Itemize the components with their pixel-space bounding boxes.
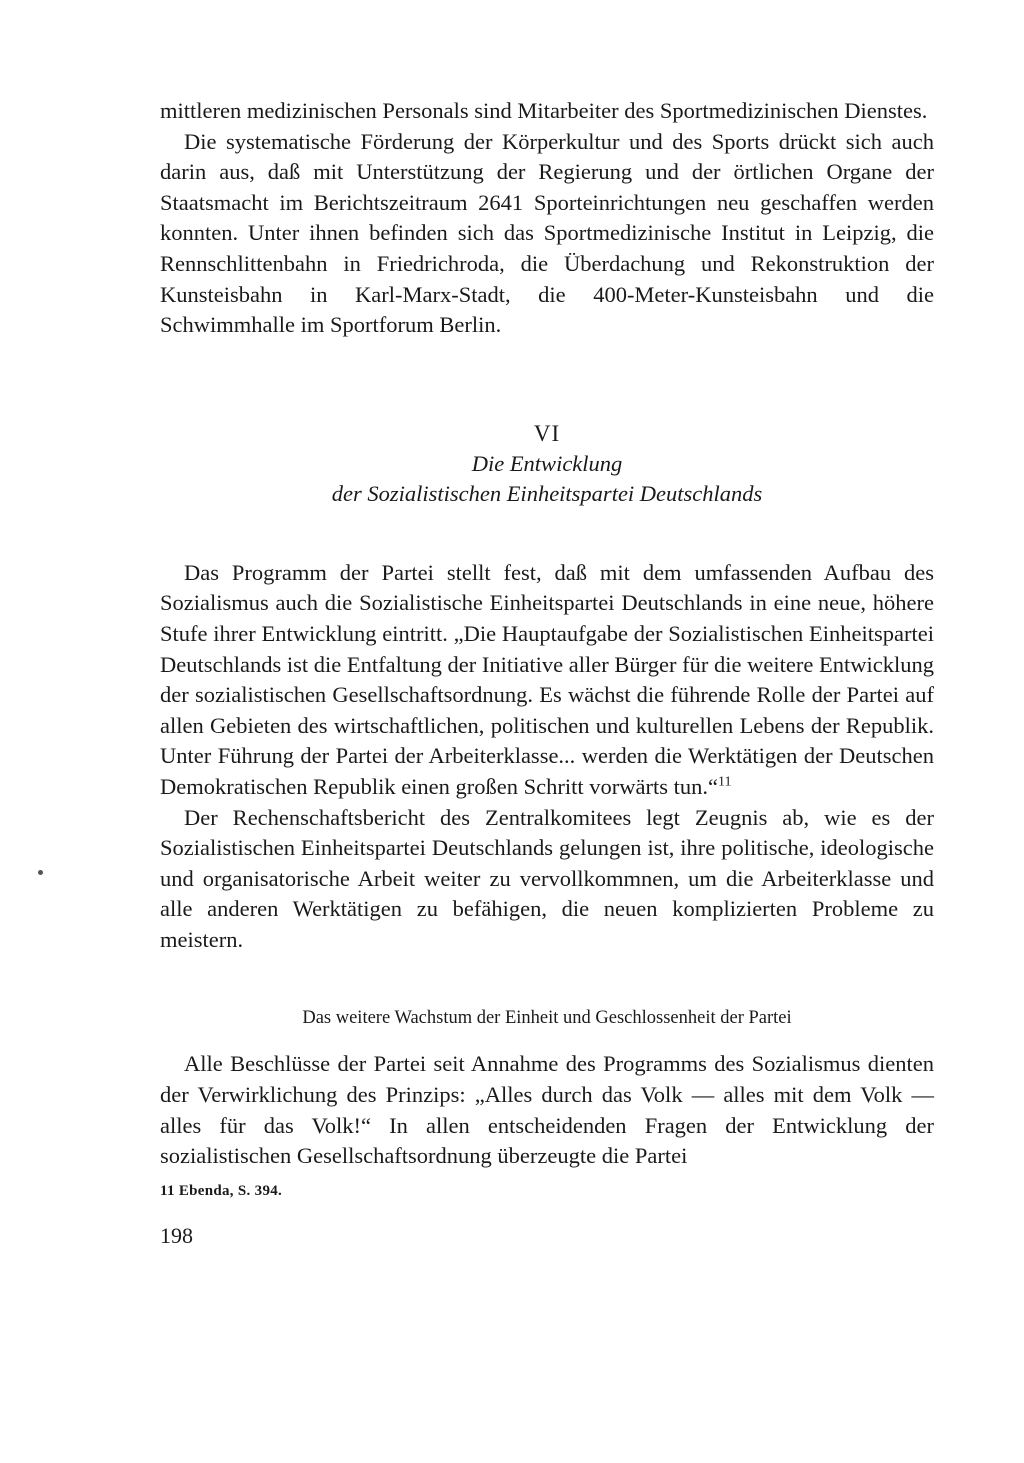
page-number: 198 (160, 1222, 193, 1248)
subheading: Das weitere Wachstum der Einheit und Geschlossenheit der Partei (302, 1008, 792, 1029)
footnote: 11 Ebenda, S. 394. (160, 1182, 283, 1199)
paragraph-party-program-text: Das Programm der Partei stellt fest, daß mit dem umfassenden Aufbau des Sozialismus auch die Sozialistische Einheitspartei Deutschlands in eine neue, höhere Stufe ihrer Entwicklung eintritt. „Die Hauptaufgabe der Sozialistischen Einheitspartei Deutschlands ist die Entfaltung der Initiative aller Bürger für die weitere Entwicklung der sozialistischen Gesellschaftsordnung. Es wächst die führende Rolle der Partei auf allen Gebieten des wirtschaftlichen, politischen und kulturellen Lebens der Republik. Unter Führung der Partei der Arbeiterklasse... werden die Werktätigen der Deutschen Demokratischen Republik einen großen Schritt vorwärts tun.“ (160, 559, 934, 799)
paragraph-resolutions: Alle Beschlüsse der Partei seit Annahme des Programms des Sozialismus dienten der Verwirklichung des Prinzips: „Alles durch das Volk — alles mit dem Volk — alles für das Volk!“ In allen entscheidenden Fragen der Entwicklung der sozialistischen Gesellschaftsordnung überzeugte die Partei (160, 1051, 934, 1169)
paragraph-report: Der Rechenschaftsbericht des Zentralkomitees legt Zeugnis ab, wie es der Sozialistischen Einheitspartei Deutschlands gelungen ist, ihre politische, ideologische und organisatorische Arbeit weiter zu vervollkommnen, um die Arbeiterklasse und alle anderen Werktätigen zu befähigen, die neuen komplizierten Probleme zu meistern. (160, 804, 934, 952)
section-number: VI (533, 420, 561, 446)
footnote-reference: 11 (718, 774, 732, 790)
section-title-line-1: Die Entwicklung (471, 450, 623, 476)
scan-speck (38, 870, 43, 875)
paragraph-sport-facilities: Die systematische Förderung der Körperkultur und des Sports drückt sich auch darin aus, daß mit Unterstützung der Regierung und der örtlichen Organe der Staatsmacht im Berichtszeitraum 2641 Sporteinrichtungen neu geschaffen werden konnten. Unter ihnen befinden sich das Sportmedizinische Institut in Leipzig, die Rennschlittenbahn in Friedrichroda, die Überdachung und Rekonstruktion der Kunsteisbahn in Karl-Marx-Stadt, die 400-Meter-Kunsteisbahn und die Schwimmhalle im Sportforum Berlin. (160, 128, 934, 338)
section-title-line-2: der Sozialistischen Einheitspartei Deutschlands (331, 481, 763, 507)
document-page (160, 96, 934, 1250)
paragraph-continuation: mittleren medizinischen Personals sind Mitarbeiter des Sportmedizinischen Dienstes. (160, 98, 928, 123)
paragraph-party-program (160, 558, 934, 803)
